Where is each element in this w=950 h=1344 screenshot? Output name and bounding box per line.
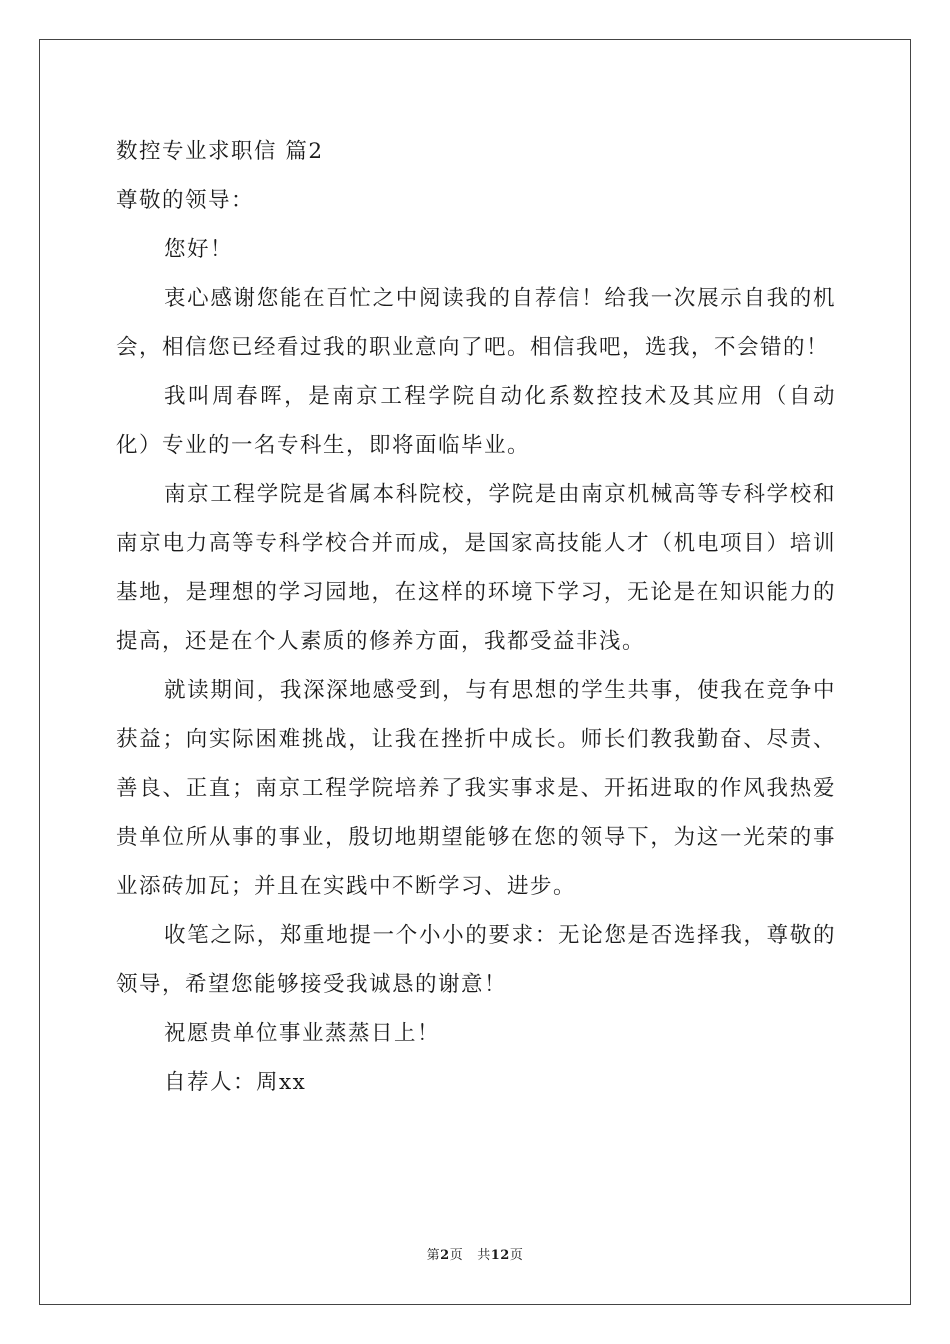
letter-body [116, 127, 836, 1107]
paragraph-experience: 就读期间，我深深地感受到，与有思想的学生共事，使我在竞争中获益；向实际困难挑战，让我在挫折中成长。师长们教我勤奋、尽责、善良、正直；南京工程学院培养了我实事求是、开拓进取的作风我热爱贵单位所从事的事业，殷切地期望能够在您的领导下，为这一光荣的事业添砖加瓦；并且在实践中不断学习、进步。 [116, 678, 836, 899]
paragraph-school: 南京工程学院是省属本科院校，学院是由南京机械高等专科学校和南京电力高等专科学校合并而成，是国家高技能人才（机电项目）培训基地，是理想的学习园地，在这样的环境下学习，无论是在知识能力的提高，还是在个人素质的修养方面，我都受益非浅。 [116, 482, 836, 654]
footer-total-pages: 12 [490, 1248, 510, 1263]
footer-page-number: 2 [440, 1248, 450, 1263]
footer-total-prefix: 共 [477, 1248, 491, 1263]
footer-total-unit: 页 [509, 1248, 524, 1263]
signature-line: 自荐人：周xx [164, 1070, 307, 1095]
paragraph-thanks: 衷心感谢您能在百忙之中阅读我的自荐信！给我一次展示自我的机会，相信您已经看过我的职业意向了吧。相信我吧，选我，不会错的！ [116, 286, 836, 360]
salutation: 尊敬的领导： [116, 188, 255, 213]
paragraph-request: 收笔之际，郑重地提一个小小的要求：无论您是否选择我，尊敬的领导，希望您能够接受我诚恳的谢意！ [116, 923, 836, 997]
page-footer [0, 1247, 950, 1265]
paragraph-greeting: 您好！ [164, 237, 234, 262]
paragraph-introduction: 我叫周春晖，是南京工程学院自动化系数控技术及其应用（自动化）专业的一名专科生，即将面临毕业。 [116, 384, 836, 458]
footer-page-unit: 页 [449, 1248, 464, 1263]
footer-page-prefix: 第 [426, 1248, 441, 1263]
paragraph-wishes: 祝愿贵单位事业蒸蒸日上！ [164, 1021, 441, 1046]
document-title: 数控专业求职信 篇2 [116, 139, 324, 164]
